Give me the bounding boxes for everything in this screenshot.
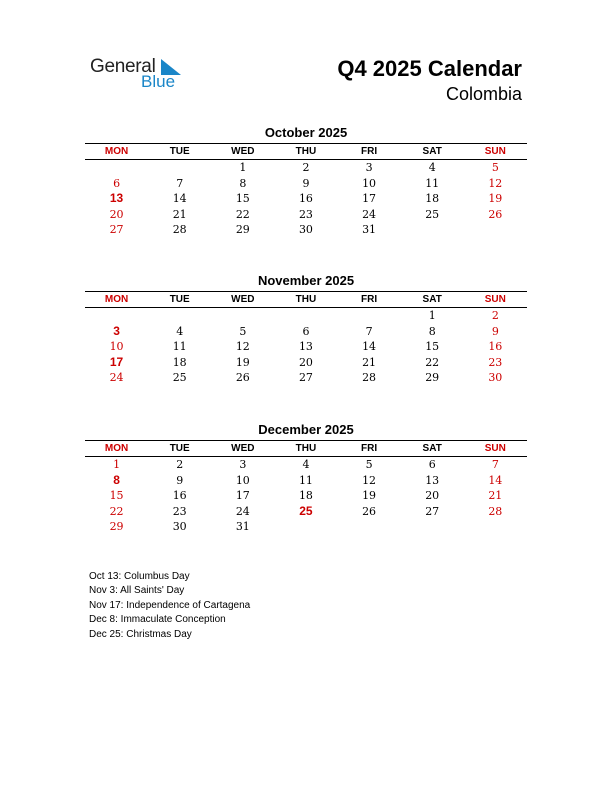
day-cell: 20 xyxy=(298,355,313,369)
day-cell: 4 xyxy=(176,324,184,338)
day-cell xyxy=(401,519,464,535)
day-cell: 7 xyxy=(491,458,499,471)
day-cell xyxy=(274,519,337,535)
week-row xyxy=(85,339,527,355)
week-row xyxy=(85,473,527,489)
day-cell: 22 xyxy=(425,355,440,369)
holiday-item: Dec 8: Immaculate Conception xyxy=(89,614,226,626)
day-cell xyxy=(338,519,401,535)
day-cell: 26 xyxy=(488,207,503,221)
logo-general-text: General xyxy=(90,56,156,77)
day-cell: 11 xyxy=(298,473,313,487)
holiday-item: Dec 25: Christmas Day xyxy=(89,628,192,640)
day-cell: 23 xyxy=(488,355,503,369)
weekday-label: FRI xyxy=(361,294,378,305)
weekday-label: TUE xyxy=(169,146,190,157)
weekday-label: THU xyxy=(295,146,317,157)
day-cell: 11 xyxy=(172,340,187,354)
day-cell: 21 xyxy=(362,355,377,369)
day-cell: 28 xyxy=(488,504,503,518)
day-cell: 20 xyxy=(425,489,440,503)
weekday-label: FRI xyxy=(361,146,378,157)
day-cell: 27 xyxy=(298,371,313,385)
day-cell: 26 xyxy=(235,371,250,385)
day-cell xyxy=(338,308,401,324)
month-title: December 2025 xyxy=(258,422,354,437)
week-row xyxy=(85,504,527,520)
day-cell: 9 xyxy=(302,176,310,190)
day-cell: 28 xyxy=(172,223,187,237)
day-cell: 26 xyxy=(362,504,377,518)
weekday-label: SAT xyxy=(422,146,442,157)
day-cell: 13 xyxy=(109,191,124,206)
day-cell: 15 xyxy=(425,340,440,354)
day-cell xyxy=(85,160,148,176)
day-cell: 1 xyxy=(239,161,247,174)
weekday-label: THU xyxy=(295,294,317,305)
day-cell: 7 xyxy=(176,176,184,190)
day-cell: 30 xyxy=(172,520,187,534)
day-cell: 12 xyxy=(488,176,503,190)
day-cell: 19 xyxy=(362,489,377,503)
weekday-label: SAT xyxy=(422,294,442,305)
day-cell xyxy=(148,160,211,176)
day-cell: 17 xyxy=(235,489,250,503)
day-cell: 5 xyxy=(365,458,373,471)
weekday-label: SUN xyxy=(484,294,506,305)
day-cell: 17 xyxy=(109,354,124,369)
weekday-label: FRI xyxy=(361,443,378,454)
week-row xyxy=(85,222,527,238)
day-cell xyxy=(464,222,527,238)
day-cell: 1 xyxy=(428,309,436,322)
day-cell: 6 xyxy=(428,458,436,471)
weekday-header xyxy=(85,440,527,457)
page-title: Q4 2025 Calendar xyxy=(337,56,522,81)
day-cell: 8 xyxy=(239,176,247,190)
day-cell: 11 xyxy=(425,176,440,190)
weekday-label: WED xyxy=(231,443,255,454)
weekday-label: WED xyxy=(231,146,255,157)
day-cell: 25 xyxy=(299,503,313,518)
day-cell: 3 xyxy=(365,161,373,174)
day-cell: 29 xyxy=(235,223,250,237)
day-cell: 14 xyxy=(488,473,503,487)
weekday-label: MON xyxy=(104,146,129,157)
day-cell xyxy=(401,222,464,238)
day-cell: 19 xyxy=(235,355,250,369)
weekday-label: MON xyxy=(104,443,129,454)
weekday-header xyxy=(85,143,527,160)
page-subtitle: Colombia xyxy=(445,84,522,104)
day-cell: 10 xyxy=(362,176,377,190)
week-row xyxy=(85,488,527,504)
day-cell: 2 xyxy=(302,161,310,174)
month-december xyxy=(85,421,527,535)
day-cell: 16 xyxy=(298,192,313,206)
logo xyxy=(90,56,190,92)
day-cell: 15 xyxy=(109,489,124,503)
day-cell: 21 xyxy=(172,207,187,221)
day-cell: 12 xyxy=(235,340,250,354)
day-cell: 7 xyxy=(365,324,373,338)
day-cell: 10 xyxy=(109,340,124,354)
day-cell: 8 xyxy=(113,472,120,487)
day-cell: 24 xyxy=(362,207,377,221)
holiday-list xyxy=(89,570,250,642)
day-cell: 29 xyxy=(109,520,124,534)
day-cell: 10 xyxy=(235,473,250,487)
day-cell xyxy=(211,308,274,324)
day-cell: 25 xyxy=(425,207,440,221)
weekday-label: WED xyxy=(231,294,255,305)
day-cell: 9 xyxy=(491,324,499,338)
day-cell: 6 xyxy=(302,324,310,338)
week-row xyxy=(85,324,527,340)
day-cell: 9 xyxy=(176,473,184,487)
week-row xyxy=(85,519,527,535)
holiday-item: Nov 3: All Saints' Day xyxy=(89,585,185,597)
day-cell: 24 xyxy=(235,504,250,518)
weekday-label: SUN xyxy=(484,443,506,454)
logo-blue-text: Blue xyxy=(141,72,176,91)
week-row xyxy=(85,457,527,473)
day-cell: 15 xyxy=(235,192,250,206)
day-cell: 25 xyxy=(172,371,187,385)
day-cell: 2 xyxy=(491,309,499,322)
day-cell: 13 xyxy=(425,473,440,487)
day-cell: 30 xyxy=(488,371,503,385)
day-cell: 29 xyxy=(425,371,440,385)
week-row xyxy=(85,176,527,192)
day-cell: 18 xyxy=(425,192,440,206)
day-cell: 13 xyxy=(298,340,313,354)
weekday-header xyxy=(85,291,527,308)
week-row xyxy=(85,308,527,324)
month-october xyxy=(85,124,527,238)
day-cell: 6 xyxy=(113,176,121,190)
weekday-label: SAT xyxy=(422,443,442,454)
day-cell: 23 xyxy=(172,504,187,518)
day-cell xyxy=(274,308,337,324)
day-cell: 12 xyxy=(362,473,377,487)
week-row xyxy=(85,370,527,386)
day-cell: 17 xyxy=(362,192,377,206)
day-cell: 27 xyxy=(109,223,124,237)
day-cell: 4 xyxy=(302,458,310,471)
week-row xyxy=(85,207,527,223)
week-row xyxy=(85,355,527,371)
day-cell xyxy=(464,519,527,535)
day-cell: 31 xyxy=(362,223,377,237)
day-cell: 1 xyxy=(113,458,121,471)
month-title: October 2025 xyxy=(264,125,348,140)
day-cell: 16 xyxy=(488,340,503,354)
day-cell: 16 xyxy=(172,489,187,503)
day-cell: 14 xyxy=(362,340,377,354)
day-cell: 27 xyxy=(425,504,440,518)
holiday-item: Oct 13: Columbus Day xyxy=(89,571,190,582)
day-cell xyxy=(148,308,211,324)
day-cell: 18 xyxy=(172,355,187,369)
week-row xyxy=(85,160,527,176)
day-cell: 18 xyxy=(298,489,313,503)
day-cell: 24 xyxy=(109,371,124,385)
day-cell: 4 xyxy=(428,161,436,174)
day-cell: 8 xyxy=(428,324,436,338)
weekday-label: TUE xyxy=(169,443,190,454)
weekday-label: SUN xyxy=(484,146,506,157)
holiday-item: Nov 17: Independence of Cartagena xyxy=(89,599,251,611)
day-cell: 5 xyxy=(491,161,499,174)
weekday-label: TUE xyxy=(169,294,190,305)
month-title: November 2025 xyxy=(257,273,355,288)
day-cell: 22 xyxy=(235,207,250,221)
day-cell: 28 xyxy=(362,371,377,385)
day-cell: 3 xyxy=(113,323,120,338)
weekday-label: THU xyxy=(295,443,317,454)
weekday-label: MON xyxy=(104,294,129,305)
day-cell: 14 xyxy=(172,192,187,206)
day-cell: 20 xyxy=(109,207,124,221)
day-cell: 31 xyxy=(235,520,250,534)
day-cell: 5 xyxy=(239,324,247,338)
day-cell: 3 xyxy=(239,458,247,471)
day-cell: 30 xyxy=(298,223,313,237)
day-cell: 21 xyxy=(488,489,503,503)
day-cell: 19 xyxy=(488,192,503,206)
day-cell: 2 xyxy=(176,458,184,471)
week-row xyxy=(85,191,527,207)
day-cell: 22 xyxy=(109,504,124,518)
month-november xyxy=(85,272,527,386)
day-cell: 23 xyxy=(298,207,313,221)
day-cell xyxy=(85,308,148,324)
